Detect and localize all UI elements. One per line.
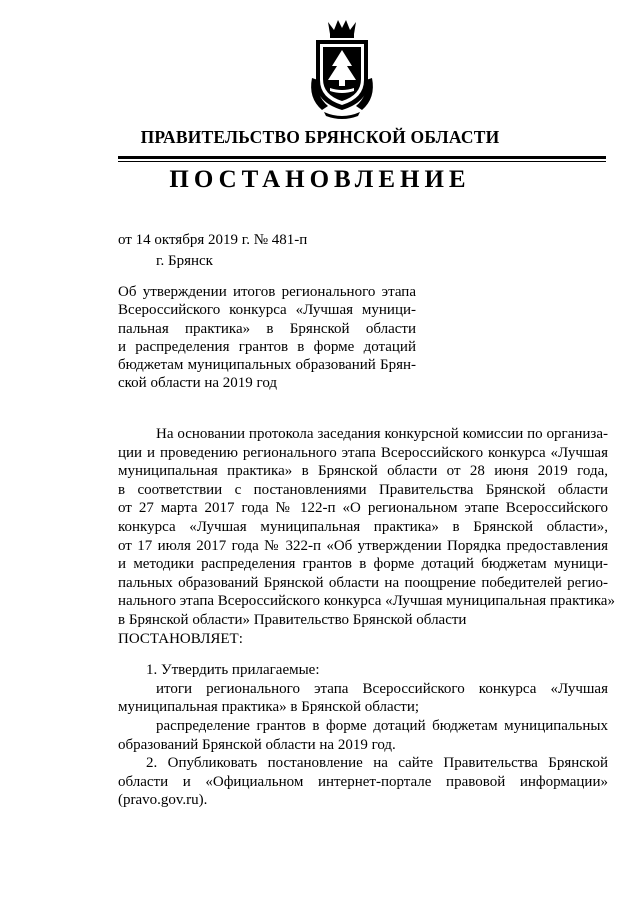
body-line: муниципальная практика» в Брянской области от 28 июня 2019 года, xyxy=(118,463,608,480)
subject-block xyxy=(118,283,416,393)
body-line: ции и проведению регионального этапа Всероссийского конкурса «Лучшая xyxy=(118,444,608,461)
resolution-item: 1. Утвердить прилагаемые: xyxy=(146,662,320,679)
subject-line: ской области на 2019 год xyxy=(118,375,278,392)
resolution-line: образований Брянской области на 2019 год. xyxy=(118,736,396,753)
city: г. Брянск xyxy=(156,253,213,269)
body-line: пальных образований Брянской области на поощрение победителей регио- xyxy=(118,574,608,591)
header-rule-thin xyxy=(118,161,606,162)
government-name: ПРАВИТЕЛЬСТВО БРЯНСКОЙ ОБЛАСТИ xyxy=(140,127,500,147)
resolves-heading: ПОСТАНОВЛЯЕТ: xyxy=(118,630,243,647)
resolution-line: распределение грантов в форме дотаций бюджетам муниципальных xyxy=(156,717,608,734)
document-body xyxy=(118,425,615,810)
body-line: конкурса «Лучшая муниципальная практика» в Брянской области», xyxy=(118,518,608,535)
coat-of-arms-icon xyxy=(304,18,380,120)
resolution-line: области и «Официальном интернет-портале правовой информации» xyxy=(118,773,608,790)
body-line: от 27 марта 2017 года № 122-п «О региональном этапе Всероссийского xyxy=(118,500,608,517)
body-line: от 17 июля 2017 года № 322-п «Об утверждении Порядка предоставления xyxy=(118,537,608,554)
body-line: и методики распределения грантов в форме дотаций бюджетам муници- xyxy=(118,556,608,573)
subject-line: бюджетам муниципальных образований Брян- xyxy=(118,357,416,374)
body-line: нального этапа Всероссийского конкурса «Лучшая муниципальная практика» xyxy=(118,593,615,610)
header-rule-thick xyxy=(118,156,606,159)
body-line: в Брянской области» Правительство Брянской области xyxy=(118,611,467,628)
resolution-line: (pravo.gov.ru). xyxy=(118,792,208,809)
date-and-number: от 14 октября 2019 г. № 481-п xyxy=(118,232,308,248)
body-line: На основании протокола заседания конкурсной комиссии по организа- xyxy=(156,426,608,442)
resolution-line: муниципальная практика» в Брянской области; xyxy=(118,699,420,716)
resolution-line: итоги регионального этапа Всероссийского конкурса «Лучшая xyxy=(156,680,608,697)
subject-line: Всероссийского конкурса «Лучшая муници- xyxy=(118,302,416,319)
subject-line: Об утверждении итогов регионального этапа xyxy=(118,284,416,300)
subject-line: и распределения грантов в форме дотаций xyxy=(118,338,416,355)
resolution-item: 2. Опубликовать постановление на сайте Правительства Брянской xyxy=(146,755,608,772)
body-line: в соответствии с постановлениями Правительства Брянской области xyxy=(118,481,608,498)
subject-line: пальная практика» в Брянской области xyxy=(118,320,416,337)
document-type-title: ПОСТАНОВЛЕНИЕ xyxy=(169,166,471,193)
